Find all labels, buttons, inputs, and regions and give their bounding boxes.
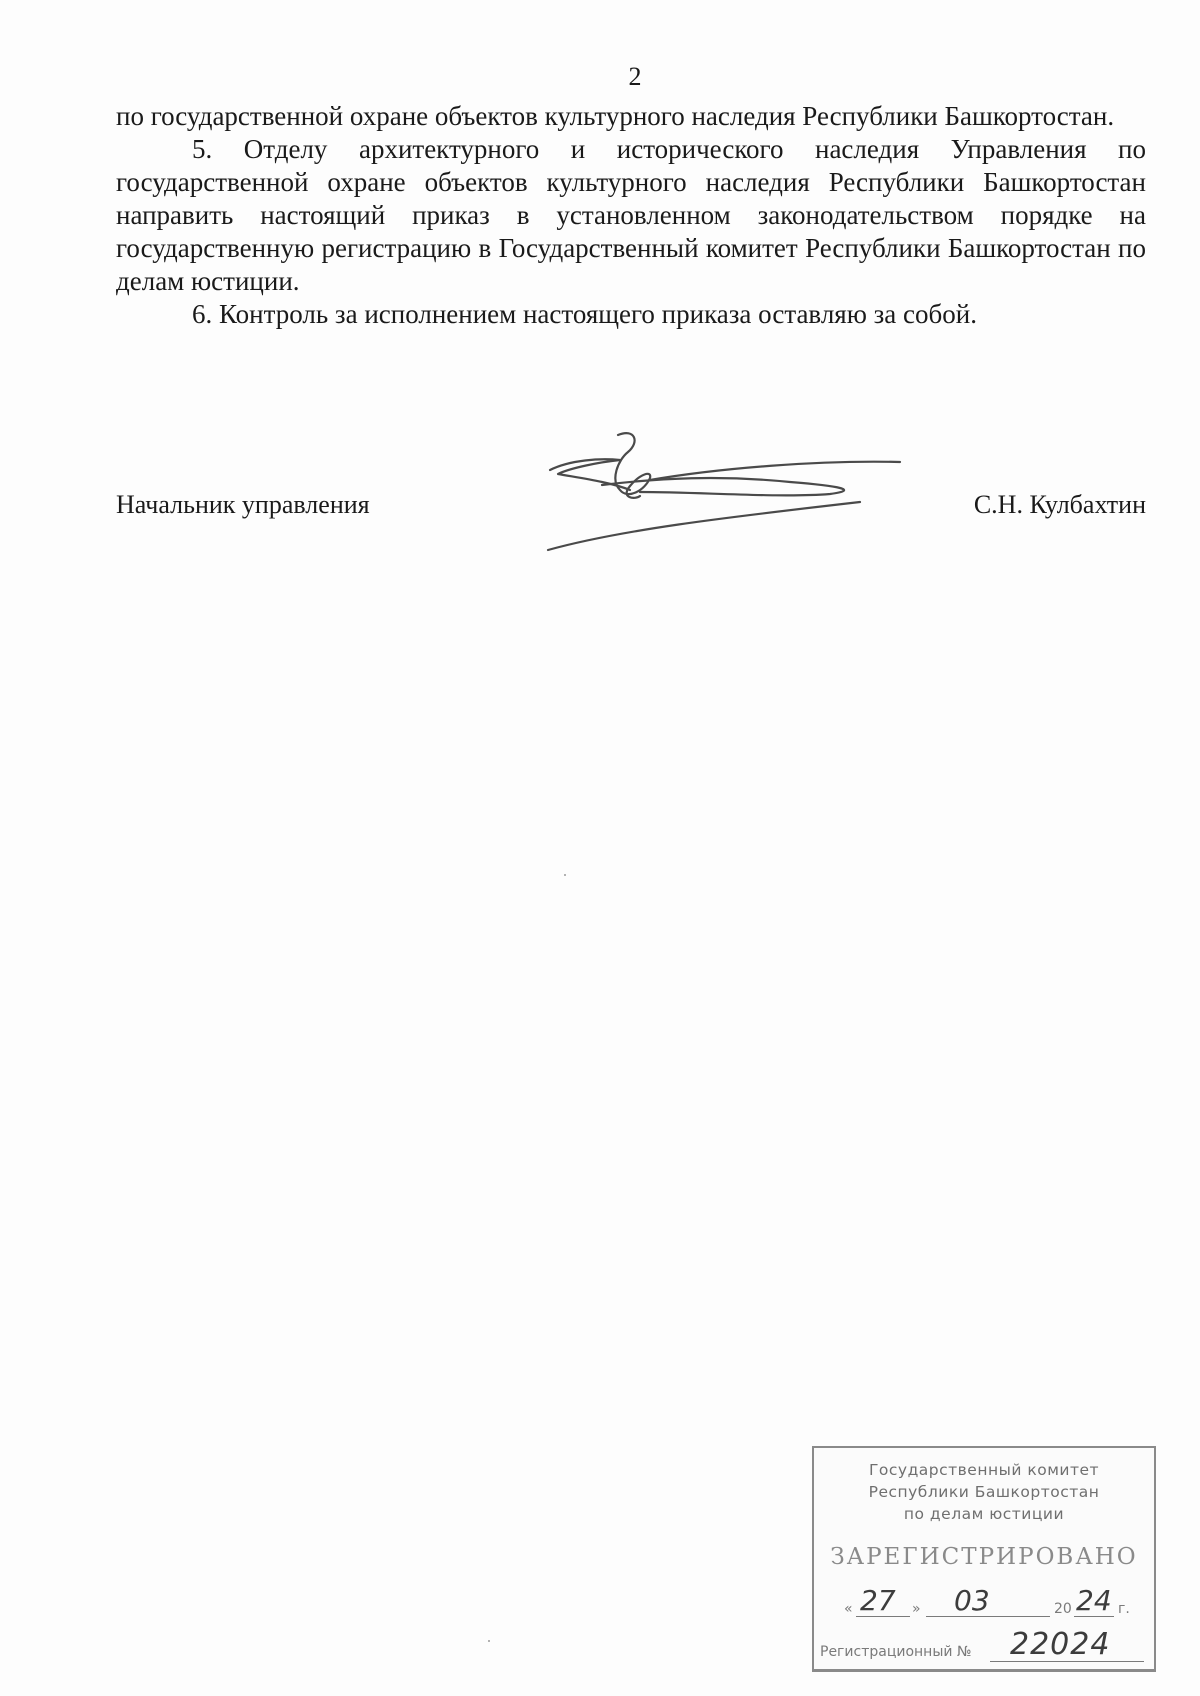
signer-position: Начальник управления bbox=[116, 490, 370, 519]
page-number: 2 bbox=[628, 62, 642, 91]
stamp-reg-label: Регистрационный № bbox=[820, 1644, 972, 1660]
registration-stamp bbox=[812, 1446, 1156, 1672]
stamp-year-prefix: 20 bbox=[1054, 1601, 1072, 1617]
paragraph-continuation: по государственной охране объектов культурного наследия Республики Башкортостан. bbox=[116, 101, 1115, 131]
paragraph-item-5: 5. Отделу архитектурного и исторического наследия Управления по государственной охране объектов культурного наследия Республики Башкортостан направить настоящий приказ в установленном законодательством порядке на государственную регистрацию в Государственный комитет Республики Башкортостан по делам юстиции. bbox=[116, 134, 1146, 296]
stamp-date bbox=[842, 1583, 1142, 1623]
paragraph-item-6: 6. Контроль за исполнением настоящего приказа оставляю за собой. bbox=[192, 299, 977, 329]
handwritten-signature bbox=[540, 430, 940, 560]
scan-speck bbox=[488, 1640, 490, 1642]
stamp-reg-number: 22024 bbox=[1010, 1627, 1111, 1662]
stamp-org-line-1: Государственный комитет bbox=[868, 1461, 1100, 1479]
stamp-org-line-2: Республики Башкортостан bbox=[868, 1483, 1100, 1501]
scan-speck bbox=[564, 874, 566, 876]
stamp-year: 24 bbox=[1076, 1584, 1112, 1617]
stamp-quote-close: » bbox=[912, 1601, 921, 1617]
document-body bbox=[116, 100, 1146, 331]
stamp-quote-open: « bbox=[844, 1601, 853, 1617]
stamp-registered-title: ЗАРЕГИСТРИРОВАНО bbox=[830, 1544, 1138, 1570]
stamp-registration-number bbox=[820, 1627, 1150, 1666]
signer-name: С.Н. Кулбахтин bbox=[973, 490, 1146, 519]
stamp-year-unit: г. bbox=[1118, 1601, 1130, 1617]
stamp-org-line-3: по делам юстиции bbox=[903, 1505, 1065, 1523]
stamp-month: 03 bbox=[954, 1584, 990, 1617]
stamp-day: 27 bbox=[860, 1584, 896, 1617]
